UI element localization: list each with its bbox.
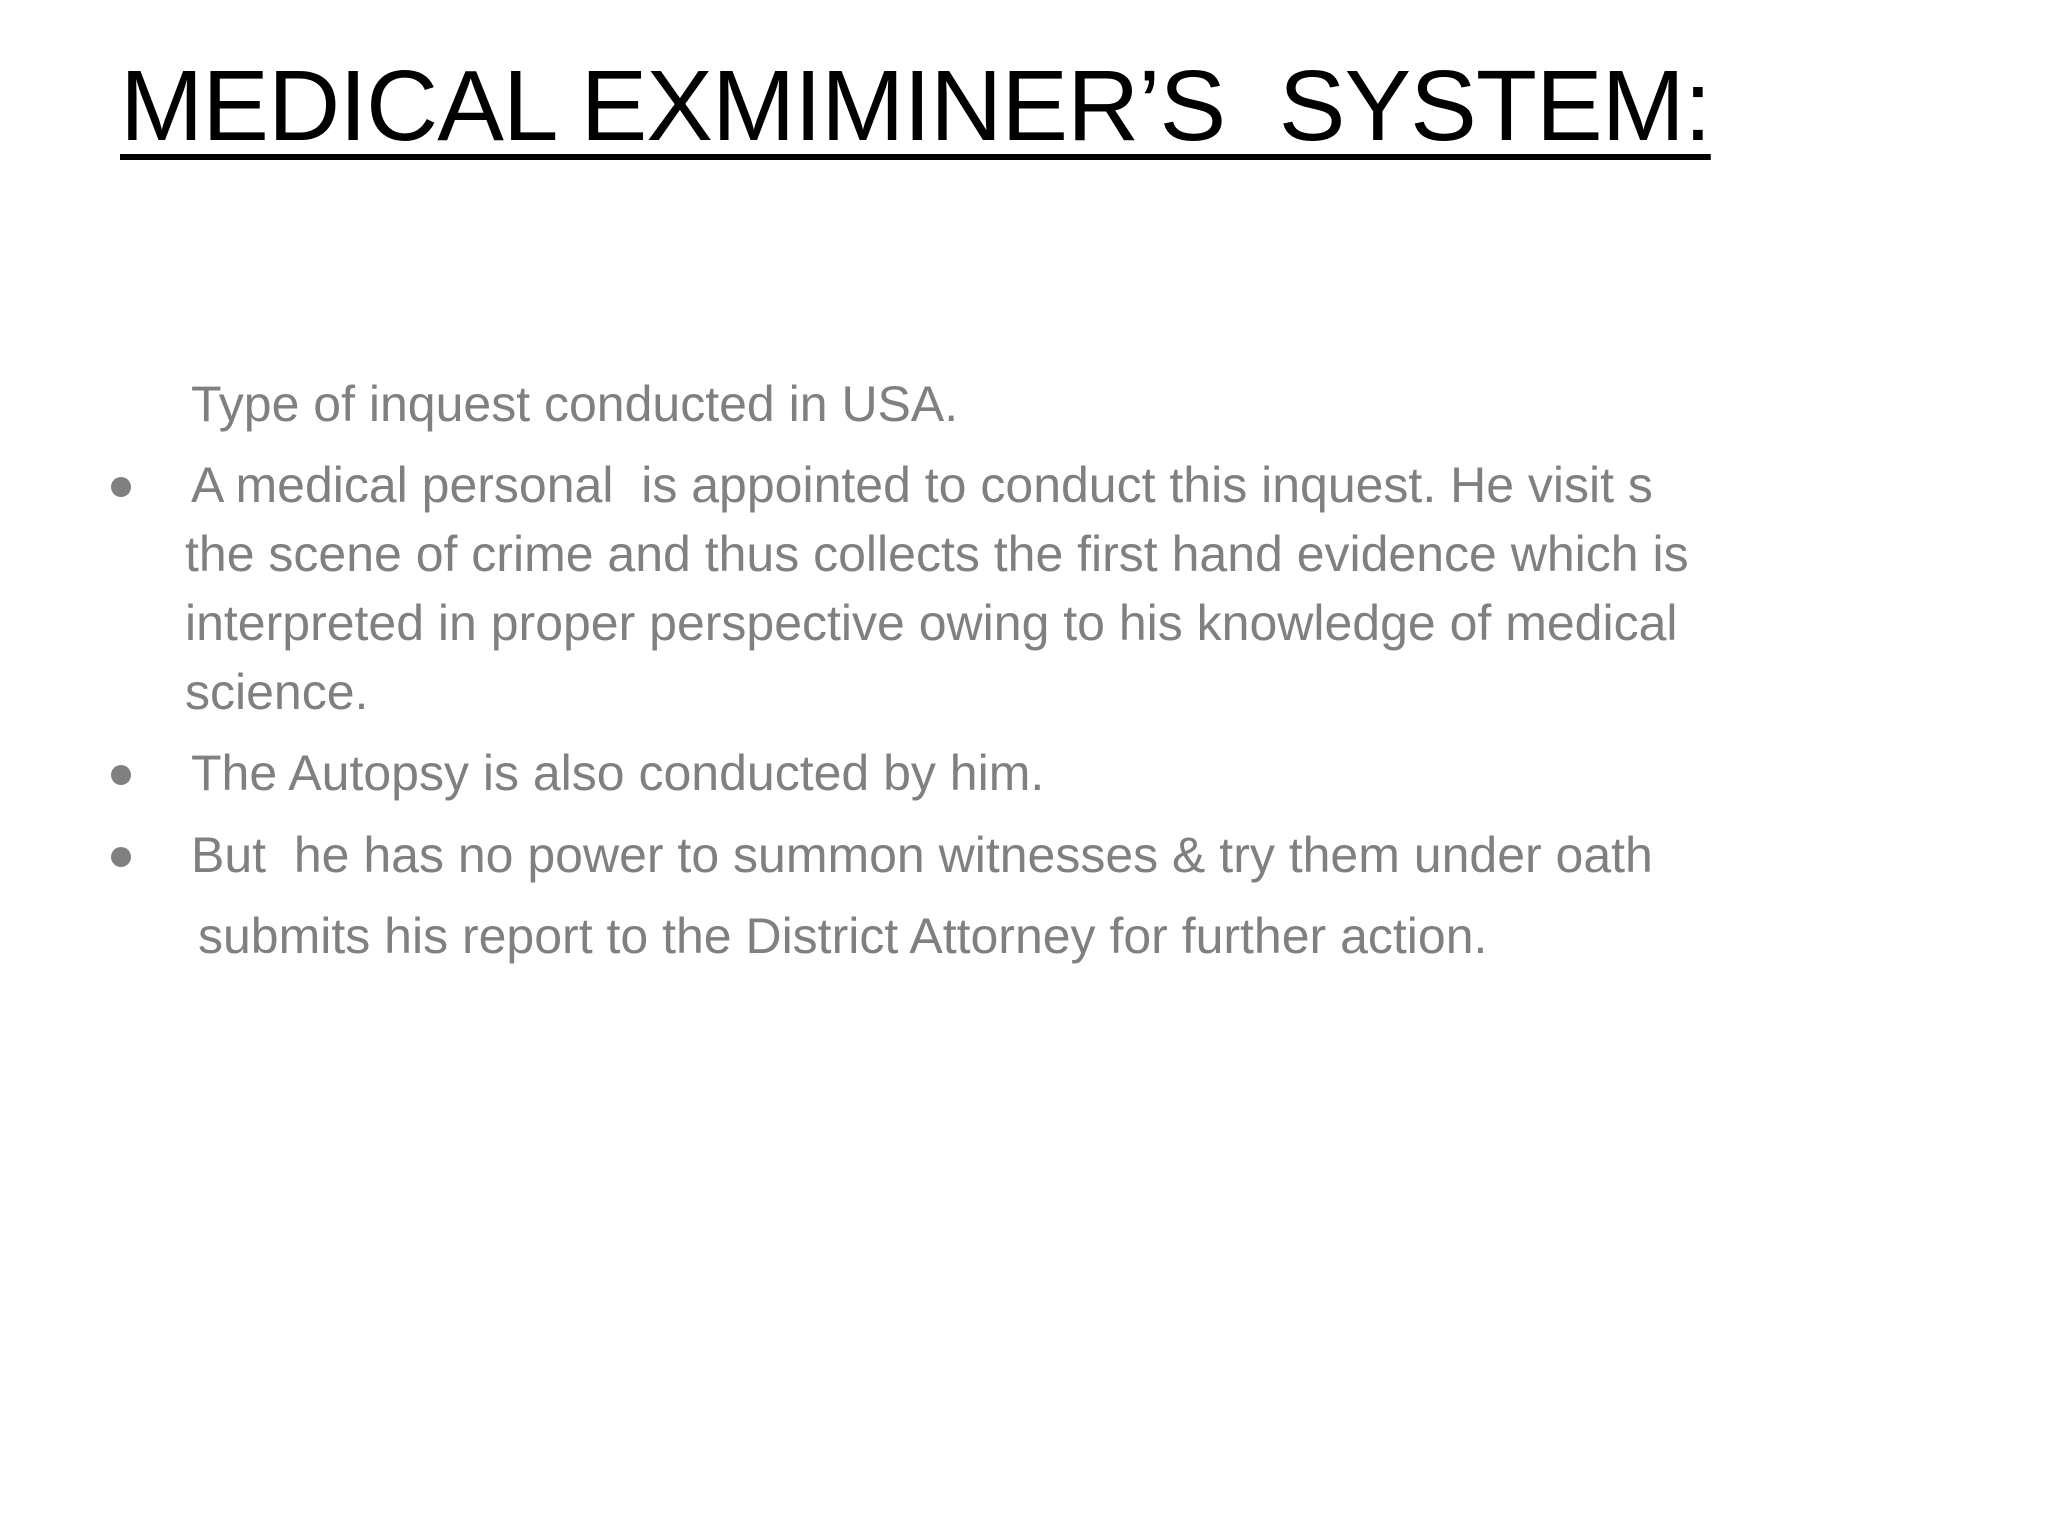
intro-line: Type of inquest conducted in USA. — [191, 376, 959, 432]
bullet-1-line-2: the scene of crime and thus collects the first hand evidence which is — [185, 526, 1689, 582]
bullet-dot-1 — [111, 477, 131, 497]
bullet-2-line-1: The Autopsy is also conducted by him. — [191, 745, 1045, 801]
bullet-3-line-1: But he has no power to summon witnesses & try them under oath — [191, 827, 1653, 883]
bullet-dot-3 — [111, 847, 131, 867]
bullet-1-line-3: interpreted in proper perspective owing to his knowledge of medical — [185, 595, 1678, 651]
bullet-1-line-1: A medical personal is appointed to conduct this inquest. He visit s — [191, 457, 1653, 513]
bullet-1-line-4: science. — [185, 664, 369, 720]
bullet-dot-2 — [111, 765, 131, 785]
closing-line: submits his report to the District Attorney for further action. — [198, 908, 1488, 964]
slide-title: MEDICAL EXMIMINER’S SYSTEM: — [120, 50, 1711, 162]
